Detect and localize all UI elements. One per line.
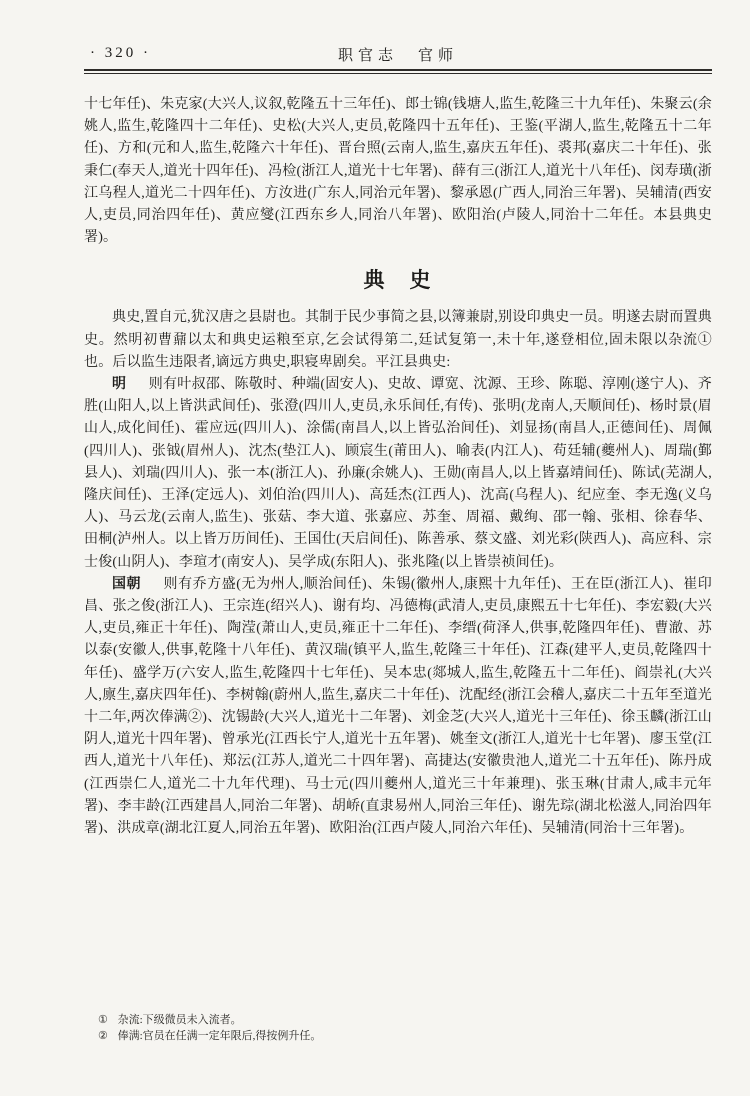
page-header [84, 44, 712, 66]
paragraph-qing-text: 则有乔方盛(无为州人,顺治间任)、朱锡(徽州人,康熙十九年任)、王在臣(浙江人)、崔印昌、张之俊(浙江人)、王宗连(绍兴人)、谢有均、冯德梅(武清人,吏员,康熙五十七年任)、李宏毅(大兴人,吏员,雍正十年任)、陶滢(萧山人,吏员,雍正十二年任)、李缙(荷泽人,供事,乾隆四年任)、曹澈、苏以泰(安徽人,供事,乾隆十八年任)、黄汉瑞(镇平人,监生,乾隆三十年任)、江森(建平人,吏员,乾隆四十年任)、盛学万(六安人,监生,乾隆四十七年任)、吴本忠(郯城人,监生,乾隆五十二年任)、阎崇礼(大兴人,廪生,嘉庆四年任)、李树翰(蔚州人,监生,嘉庆二十年任)、沈配经(浙江会稽人,嘉庆二十五年至道光十二年,两次俸满②)、沈锡龄(大兴人,道光十二年署)、刘金芝(大兴人,道光十三年任)、徐玉麟(浙江山阴人,道光十四年署)、曾承光(江西长宁人,道光十五年署)、姚奎文(浙江人,道光十七年署)、廖玉堂(江西人,道光十八年任)、郑沄(江苏人,道光二十四年署)、高捷达(安徽贵池人,道光二十五年任)、陈丹成(江西崇仁人,道光二十九年代理)、马士元(四川夔州人,道光三十年兼理)、张玉琳(甘肃人,咸丰元年署)、李丰龄(江西建昌人,同治二年署)、胡峤(直隶易州人,同治三年任)、谢先琮(湖北松滋人,同治四年署)、洪成章(湖北江夏人,同治五年署)、欧阳治(江西卢陵人,同治六年任)、吴辅清(同治十三年署)。 [84, 576, 713, 837]
paragraph-qing [84, 574, 712, 840]
page-body [84, 94, 712, 840]
header-rule [84, 69, 712, 74]
footnote-2 [98, 1029, 712, 1045]
footnote-1 [98, 1013, 712, 1029]
paragraph-continuation: 十七年任)、朱克家(大兴人,议叙,乾隆五十三年任)、郎士锦(钱塘人,监生,乾隆三十九年任)、朱聚云(余姚人,监生,乾隆四十二年任)、史松(大兴人,吏员,乾隆四十五年任)、王鉴(平湖人,监生,乾隆五十二年任)、方和(元和人,监生,乾隆六十年任)、晋台照(云南人,监生,嘉庆五年任)、裘邦(嘉庆二十年任)、张秉仁(奉天人,道光十四年任)、冯检(浙江人,道光十七年署)、薛有三(浙江人,道光十八年任)、闵寿璜(浙江乌程人,道光二十四年任)、方汝进(广东人,同治元年署)、黎承恩(广西人,同治三年署)、吴辅清(西安人,吏员,同治四年任)、黄应燮(江西东乡人,同治八年署)、欧阳治(卢陵人,同治十二年任。本县典史署)。 [84, 97, 712, 246]
paragraph-ming [84, 374, 712, 574]
paragraph-ming-text: 则有叶叔邵、陈敬时、种端(固安人)、史故、谭宽、沈源、王珍、陈聪、淳刚(遂宁人)、齐胜(山阳人,以上皆洪武间任)、张澄(四川人,吏员,永乐间任,有传)、张明(龙南人,天顺间任)、杨时景(眉山人,成化间任)、霍应远(四川人)、涂儒(南昌人,以上皆弘治间任)、刘显扬(南昌人,正德间任)、周佩(四川人)、张钺(眉州人)、沈杰(垫江人)、顾宸生(莆田人)、喻表(内江人)、苟廷辅(夔州人)、周瑞(鄞县人)、刘瑞(四川人)、张一本(浙江人)、孙廉(余姚人)、王勋(南昌人,以上皆嘉靖间任)、陈试(芜湖人,隆庆间任)、王泽(定远人)、刘伯治(四川人)、高廷杰(江西人)、沈高(乌程人)、纪应奎、李无逸(义乌人)、马云龙(云南人,监生)、张菇、李大道、张嘉应、苏奎、周福、戴绚、邵一翰、张相、徐春华、田桐(泸州人。以上皆万历间任)、王国仕(天启间任)、陈善承、蔡文盛、刘光彩(陕西人)、高应科、宗士俊(山阴人)、李瑄才(南安人)、吴学成(东阳人)、张兆隆(以上皆崇祯间任)。 [84, 377, 713, 570]
paragraph-intro: 典史,置自元,犹汉唐之县尉也。其制于民少事简之县,以簿兼尉,别设印典史一员。明遂去尉而置典史。然明初曹鼐以太和典史运粮至京,乞会试得第二,廷试复第一,未十年,遂登相位,固未限以杂流①也。后以监生违限者,谪远方典史,职寝卑剧矣。平江县典史: [84, 310, 712, 370]
footnote-2-marker: ② [98, 1029, 108, 1042]
footnotes [84, 1013, 712, 1096]
footnote-1-text: 杂流:下级微员未入流者。 [117, 1014, 242, 1026]
footnote-1-marker: ① [98, 1014, 108, 1026]
footnote-2-text: 俸满:官员在任满一定年限后,得按例升任。 [117, 1029, 322, 1042]
running-title: 职官志 官师 [337, 48, 458, 64]
era-label-qing: 国朝 [112, 576, 142, 592]
page-number: · 320 · [90, 45, 151, 61]
section-title: 典 史 [363, 268, 433, 293]
era-label-ming: 明 [112, 377, 127, 393]
